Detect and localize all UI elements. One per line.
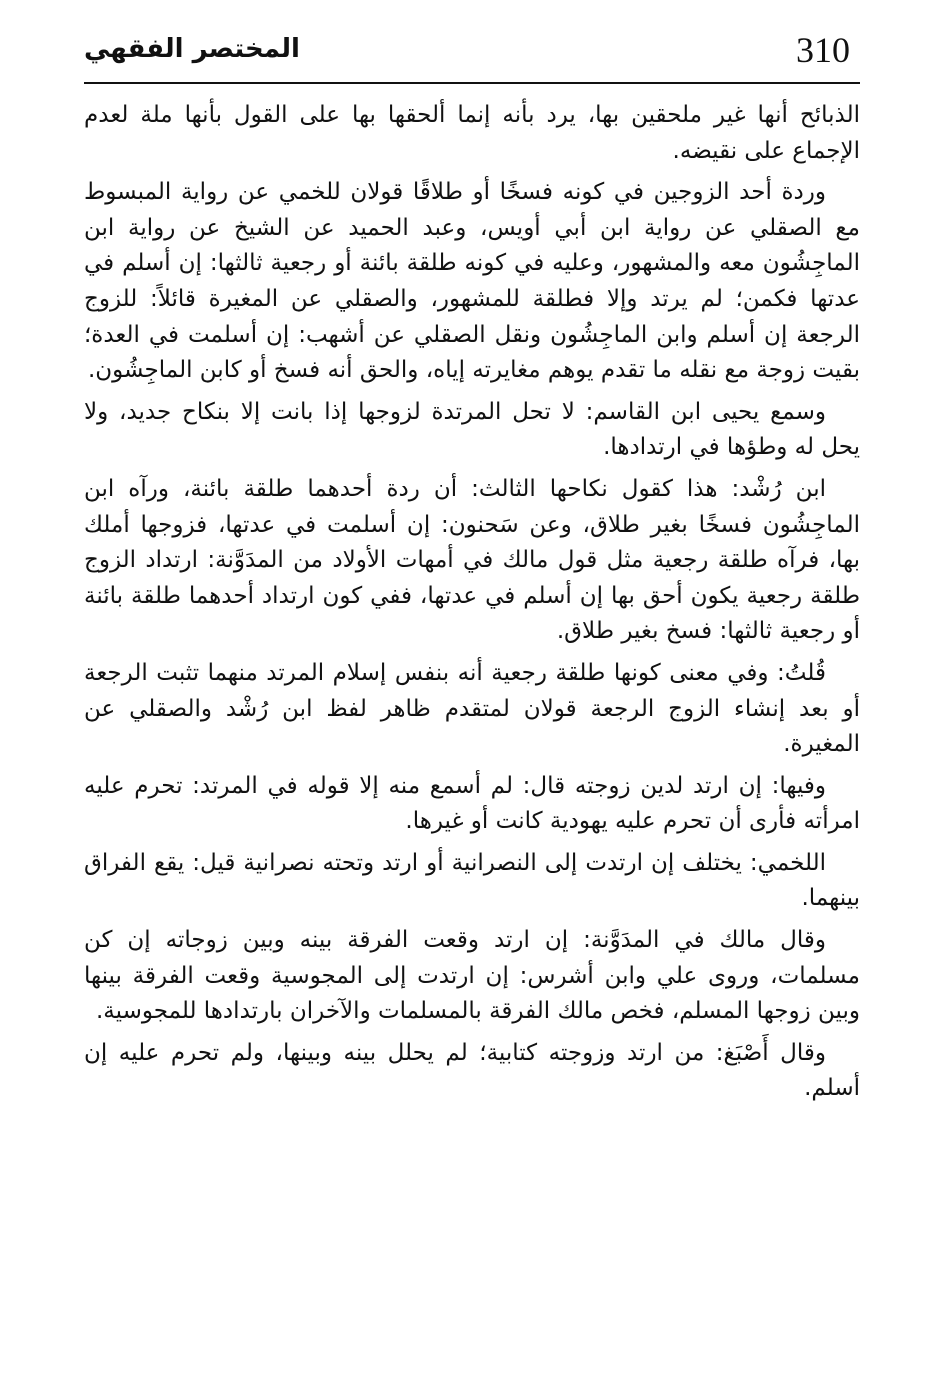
book-title: المختصر الفقهي bbox=[84, 34, 300, 64]
paragraph: وقال أَصْبَغ: من ارتد وزوجته كتابية؛ لم يحلل بينه وبينها، ولم تحرم عليه إن أسلم. bbox=[84, 1039, 860, 1102]
paragraph: الذبائح أنها غير ملحقين بها، يرد بأنه إنما ألحقها بها على القول بأنها ملة لعدم الإجماع على نقيضه. bbox=[84, 102, 860, 164]
paragraph: اللخمي: يختلف إن ارتدت إلى النصرانية أو ارتد وتحته نصرانية قيل: يقع الفراق بينهما. bbox=[84, 849, 860, 912]
paragraph: ابن رُشْد: هذا كقول نكاحها الثالث: أن ردة أحدهما طلقة بائنة، ورآه ابن الماجِشُون فسخًا بغير طلاق، وعن سَحنون: إن أسلمت في عدتها، فزوجها أملك بها، فرآه طلقة رجعية مثل قول مالك في أمهات الأولاد من المدَوَّنة: ارتداد الزوج طلقة رجعية يكون أحق بها إن أسلم في عدتها، ففي كون ارتداد أحدهما طلقة بائنة أو رجعية ثالثها: فسخ بغير طلاق. bbox=[84, 475, 860, 645]
page-body bbox=[84, 98, 860, 1113]
header-rule bbox=[84, 82, 860, 84]
page-number: 310 bbox=[796, 30, 850, 70]
paragraph: وسمع يحيى ابن القاسم: لا تحل المرتدة لزوجها إذا بانت إلا بنكاح جديد، ولا يحل له وطؤها في ارتدادها. bbox=[84, 398, 860, 461]
paragraph: وردة أحد الزوجين في كونه فسخًا أو طلاقًا قولان للخمي عن رواية المبسوط مع الصقلي عن رواية ابن أبي أويس، وعبد الحميد عن الشيخ عن رواية ابن الماجِشُون معه والمشهور، وعليه في كونه طلقة بائنة أو رجعية ثالثها: إن أسلم في عدتها فكمن؛ لم يرتد وإلا فطلقة للمشهور، والصقلي عن المغيرة قائلاً: للزوج الرجعة إن أسلم وابن الماجِشُون ونقل الصقلي عن أشهب: إن أسلمت في العدة؛ بقيت زوجة مع نقله ما تقدم يوهم مغايرته إياه، والحق أنه فسخ أو كابن الماجِشُون. bbox=[84, 179, 860, 384]
paragraph: وقال مالك في المدَوَّنة: إن ارتد وقعت الفرقة بينه وبين زوجاته إن كن مسلمات، وروى علي وابن أشرس: إن ارتدت إلى المجوسية وقعت الفرقة بينها وبين زوجها المسلم، فخص مالك الفرقة بالمسلمات والآخران بارتدادها للمجوسية. bbox=[84, 927, 860, 1025]
page-header bbox=[84, 30, 860, 74]
paragraph: وفيها: إن ارتد لدين زوجته قال: لم أسمع منه إلا قوله في المرتد: تحرم عليه امرأته فأرى أن تحرم عليه يهودية كانت أو غيرها. bbox=[84, 772, 860, 835]
paragraph: قُلتُ: وفي معنى كونها طلقة رجعية أنه بنفس إسلام المرتد منهما تثبت الرجعة أو بعد إنشاء الزوج الرجعة قولان لمتقدم ظاهر لفظ ابن رُشْد والصقلي عن المغيرة. bbox=[84, 659, 860, 758]
